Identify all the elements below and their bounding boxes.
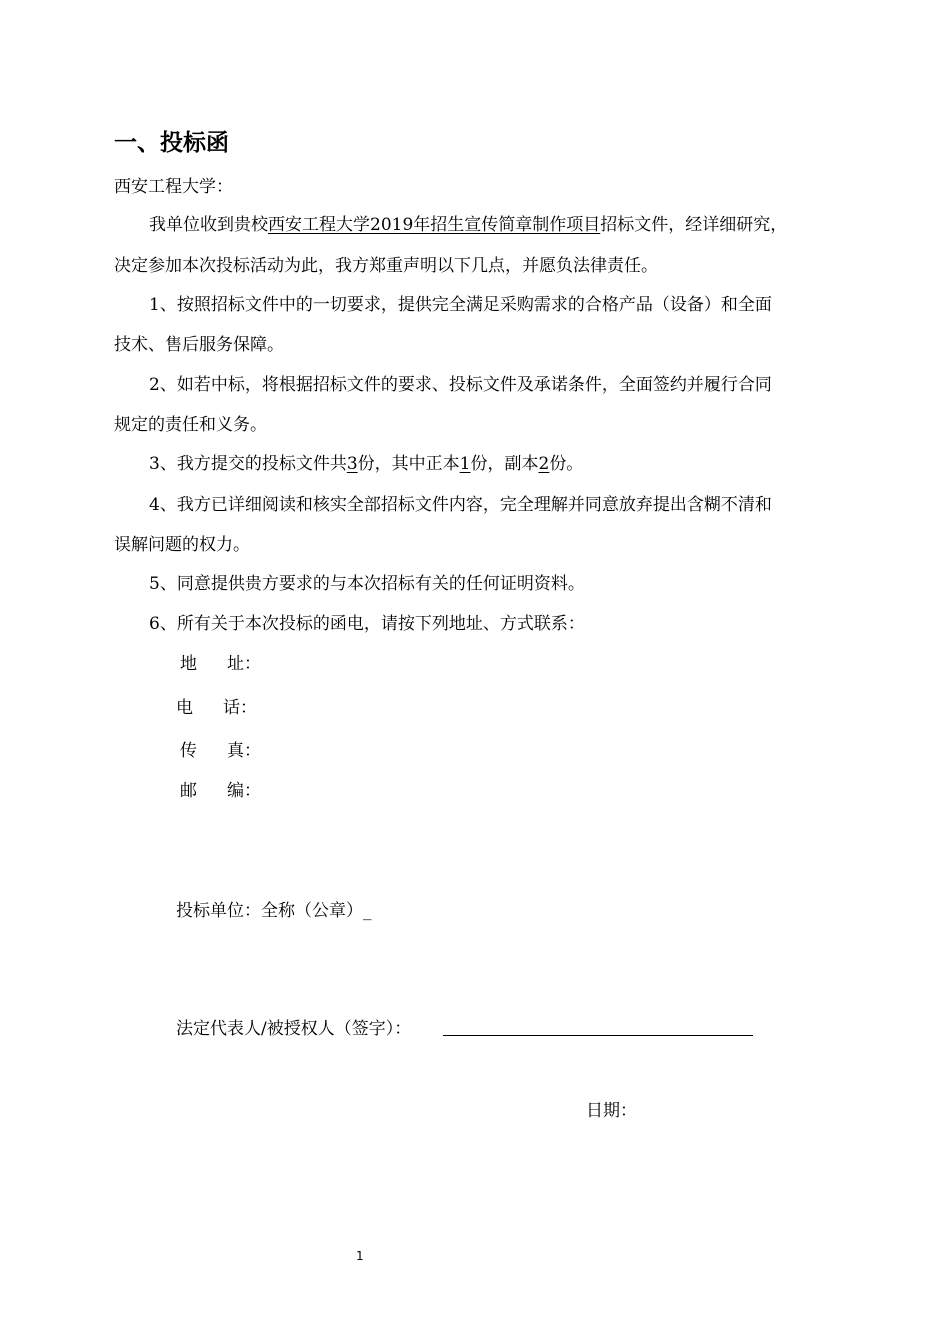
item2-line1: 2、如若中标，将根据招标文件的要求、投标文件及承诺条件，全面签约并履行合同 bbox=[149, 375, 772, 395]
original-copies: 1 bbox=[459, 454, 471, 474]
item1-line1: 1、按照招标文件中的一切要求，提供完全满足采购需求的合格产品（设备）和全面 bbox=[149, 295, 772, 315]
phone-label bbox=[176, 697, 257, 719]
intro-paragraph-line1 bbox=[149, 214, 787, 236]
signature-line bbox=[443, 1035, 753, 1036]
phone-label-char2: 话： bbox=[223, 698, 257, 718]
document-heading: 一、投标函 bbox=[114, 130, 229, 156]
project-name: 西安工程大学2019年招生宣传简章制作项目 bbox=[268, 215, 601, 235]
page-number: 1 bbox=[356, 1249, 364, 1263]
item6: 6、所有关于本次投标的函电，请按下列地址、方式联系： bbox=[149, 614, 585, 634]
phone-label-char1: 电 bbox=[176, 698, 193, 718]
postcode-label bbox=[180, 780, 261, 802]
intro-paragraph-line2: 决定参加本次投标活动为此，我方郑重声明以下几点，并愿负法律责任。 bbox=[114, 256, 658, 276]
fax-label-char2: 真： bbox=[227, 741, 261, 761]
item2-line2: 规定的责任和义务。 bbox=[114, 415, 267, 435]
item5: 5、同意提供贵方要求的与本次招标有关的任何证明资料。 bbox=[149, 574, 585, 594]
fax-label-char1: 传 bbox=[180, 741, 197, 761]
item3-part3: 份，副本 bbox=[470, 454, 539, 474]
item3-part1: 3、我方提交的投标文件共 bbox=[149, 454, 347, 474]
intro-before: 我单位收到贵校 bbox=[149, 215, 268, 235]
item4-line2: 误解问题的权力。 bbox=[114, 535, 250, 555]
total-copies: 3 bbox=[346, 454, 358, 474]
item3-part2: 份，其中正本 bbox=[357, 454, 460, 474]
date-label: 日期： bbox=[586, 1101, 637, 1121]
salutation: 西安工程大学： bbox=[114, 177, 233, 197]
duplicate-copies: 2 bbox=[538, 454, 550, 474]
item4-line1: 4、我方已详细阅读和核实全部招标文件内容，完全理解并同意放弃提出含糊不清和 bbox=[149, 495, 772, 515]
bidder-label: 投标单位：全称（公章）_ bbox=[176, 901, 372, 921]
address-label-char2: 址： bbox=[227, 654, 261, 674]
intro-after: 招标文件，经详细研究， bbox=[600, 215, 788, 235]
address-label-char1: 地 bbox=[180, 654, 197, 674]
item1-line2: 技术、售后服务保障。 bbox=[114, 335, 284, 355]
address-label bbox=[180, 653, 261, 675]
item3-part4: 份。 bbox=[549, 454, 584, 474]
postcode-label-char2: 编： bbox=[227, 781, 261, 801]
representative-label: 法定代表人/被授权人（签字）： bbox=[176, 1019, 412, 1039]
item3 bbox=[149, 453, 583, 475]
fax-label bbox=[180, 740, 261, 762]
postcode-label-char1: 邮 bbox=[180, 781, 197, 801]
